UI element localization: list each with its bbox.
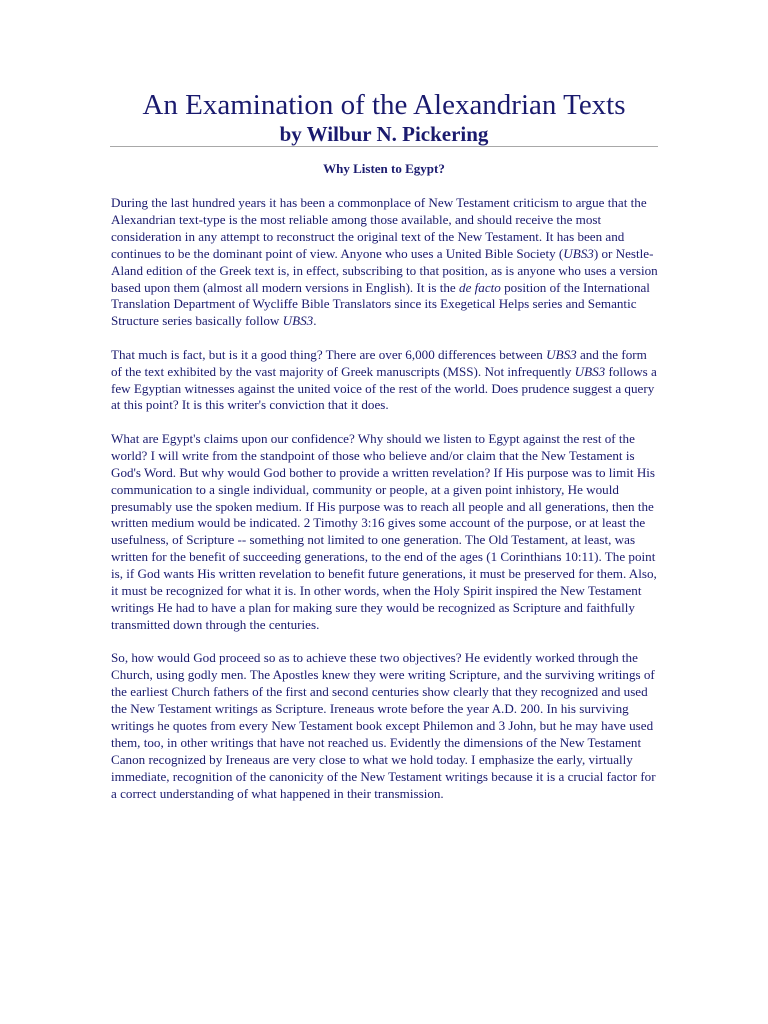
paragraph-text: position of the International Translation Department of Wycliffe Bible Translators since its Exegetical Helps series and Semantic Structure series basically follow bbox=[111, 279, 650, 329]
paragraph-2 bbox=[111, 347, 661, 415]
paragraph-text: . bbox=[313, 313, 317, 329]
paragraph-1 bbox=[111, 195, 661, 330]
paragraph-text: follows a few Egyptian witnesses against the united voice of the rest of the world. Does prudence suggest a query at this point? It is this writer's conviction that it does. bbox=[111, 363, 657, 413]
title-divider bbox=[110, 146, 658, 147]
paragraph-text: ) or Nestle-Aland edition of the Greek text is, in effect, subscribing to that position, as is anyone who uses a version based upon them (almost all modern versions in English). It is the bbox=[111, 245, 658, 295]
paragraph-text: and the form of the text exhibited by the vast majority of Greek manuscripts (MSS). Not infrequently bbox=[111, 346, 647, 379]
section-heading: Why Listen to Egypt? bbox=[323, 161, 445, 176]
ubs3-reference: UBS3 bbox=[574, 363, 606, 379]
ubs3-reference: UBS3 bbox=[563, 245, 594, 261]
ubs3-reference: UBS3 bbox=[546, 346, 577, 362]
paragraph-3: What are Egypt's claims upon our confidence? Why should we listen to Egypt against the rest of the world? I will write from the standpoint of those who believe and/or claim that the New Testament is God's Word. But why would God bother to provide a written revelation? If His purpose was to limit His communication to a single individual, community or people, at a given point inhistory, He would presumably use the spoken medium. If His purpose was to reach all people and all generations, then the written medium would be indicated. 2 Timothy 3:16 gives some account of the purpose, or at least the usefulness, of Scripture -- something not limited to one generation. The Old Testament, at least, was written for the benefit of succeeding generations, to the end of the ages (1 Corinthians 10:11). The point is, if God wants His written revelation to benefit future generations, it must be preserved for them. Also, it must be recognized for what it is. In other words, when the Holy Spirit inspired the New Testament writings He had to have a plan for making sure they would be recognized as Scripture and faithfully transmitted down through the centuries. bbox=[111, 430, 657, 632]
document-title: An Examination of the Alexandrian Texts bbox=[142, 89, 626, 121]
document-author: by Wilbur N. Pickering bbox=[279, 122, 489, 146]
de-facto-term: de facto bbox=[459, 279, 501, 295]
paragraph-text: During the last hundred years it has been a commonplace of New Testament criticism to argue that the Alexandrian text-type is the most reliable among those available, and should receive the most consideration in any attempt to reconstruct the original text of the New Testament. It has been and continues to be the dominant point of view. Anyone who uses a United Bible Society ( bbox=[111, 195, 647, 261]
paragraph-4: So, how would God proceed so as to achieve these two objectives? He evidently worked through the Church, using godly men. The Apostles knew they were writing Scripture, and the surviving writings of the earliest Church fathers of the first and second centuries show clearly that they recognized and used the New Testament writings as Scripture. Ireneaus wrote before the year A.D. 200. In his surviving writings he quotes from every New Testament book except Philemon and 3 John, but he may have used them, too, in other writings that have not reached us. Evidently the dimensions of the New Testament Canon recognized by Ireneaus are very close to what we hold today. I emphasize the early, virtually immediate, recognition of the canonicity of the New Testament writings because it is a crucial factor for a correct understanding of what happened in their transmission. bbox=[111, 650, 656, 801]
ubs3-reference: UBS3 bbox=[282, 313, 314, 329]
paragraph-text: That much is fact, but is it a good thing? There are over 6,000 differences between bbox=[111, 346, 547, 362]
document-body bbox=[111, 195, 661, 819]
